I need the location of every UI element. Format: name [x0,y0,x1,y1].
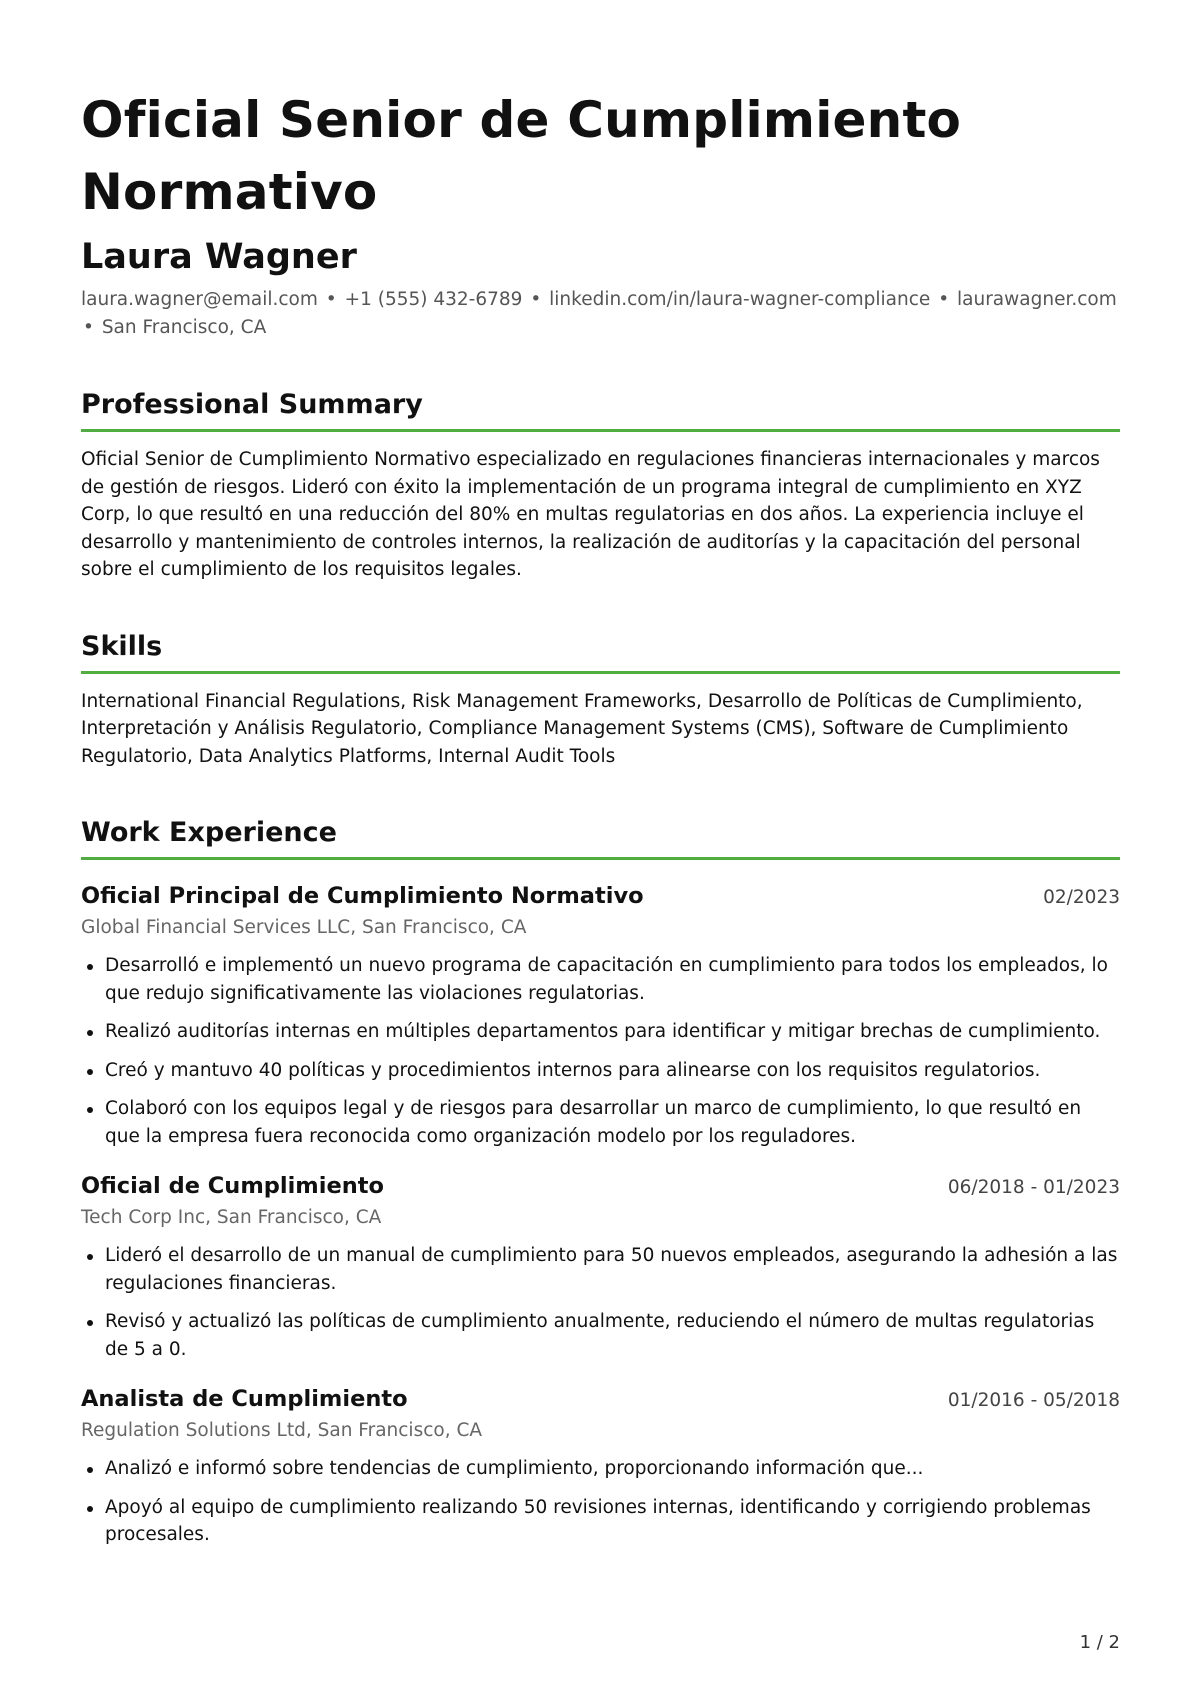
bullet-text: Apoyó al equipo de cumplimiento realizando 50 revisiones internas, identificando y corrigiendo problemas procesales. [105,1496,1091,1545]
bullet-text: Colaboró con los equipos legal y de riesgos para desarrollar un marco de cumplimiento, lo que resultó en que la empresa fuera reconocida como organización modelo por los reguladores. [105,1098,1082,1147]
role-bullet-list [81,1455,1120,1549]
role-bullet-list [81,952,1120,1150]
role-bullet-list [81,1242,1120,1363]
summary-text: Oficial Senior de Cumplimiento Normativo especializado en regulaciones financieras internacionales y marcos de gestión de riesgos. Lideró con éxito la implementación de un programa integral de cumplimiento en XYZ Corp, lo que resultó en una reducción del 80% en multas regulatorias en dos años. La experiencia incluye el desarrollo y mantenimiento de controles internos, la realización de auditorías y la capacitación del personal sobre el cumplimiento de los requisitos legales. [81,449,1100,580]
bullet-text: Analizó e informó sobre tendencias de cumplimiento, proporcionando información que... [105,1458,924,1479]
bullet-item [81,1242,1120,1297]
bullet-item [81,1095,1120,1150]
role-dates: 02/2023 [1043,887,1120,908]
summary-section [81,388,1120,584]
bullet-dot-icon [87,1320,93,1326]
contact-separator: • [938,289,950,310]
bullet-text: Lideró el desarrollo de un manual de cumplimiento para 50 nuevos empleados, asegurando la adhesión a las regulaciones financieras. [105,1245,1118,1294]
resume-page [81,84,1120,1560]
contact-line [81,286,1120,342]
section-title-experience: Work Experience [81,816,1120,860]
bullet-item [81,1018,1120,1046]
role-title: Oficial de Cumplimiento [81,1173,384,1199]
bullet-dot-icon [87,1506,93,1512]
role-title: Oficial Principal de Cumplimiento Normativo [81,883,644,909]
experience-entry [81,1383,1120,1549]
bullet-dot-icon [87,1467,93,1473]
role-company: Regulation Solutions Ltd, San Francisco, CA [81,1420,483,1441]
bullet-text: Revisó y actualizó las políticas de cumplimiento anualmente, reduciendo el número de multas regulatorias de 5 a 0. [105,1311,1095,1360]
bullet-item [81,1308,1120,1363]
bullet-item [81,952,1120,1007]
page-indicator: 1 / 2 [1079,1632,1120,1653]
experience-entry [81,880,1120,1150]
bullet-item [81,1494,1120,1549]
bullet-dot-icon [87,1069,93,1075]
contact-separator: • [83,317,94,338]
bullet-item [81,1455,1120,1483]
section-title-skills: Skills [81,630,1120,674]
contact-website[interactable]: laurawagner.com [957,289,1117,310]
bullet-text: Realizó auditorías internas en múltiples departamentos para identificar y mitigar brechas de cumplimiento. [105,1021,1101,1042]
bullet-dot-icon [87,964,93,970]
skills-section [81,630,1120,771]
contact-phone[interactable]: +1 (555) 432-6789 [344,289,523,310]
role-dates: 01/2016 - 05/2018 [947,1390,1120,1411]
contact-location: San Francisco, CA [101,317,267,338]
skills-text: International Financial Regulations, Risk Management Frameworks, Desarrollo de Políticas de Cumplimiento, Interpretación y Análisis Regulatorio, Compliance Management Systems (CMS), Software de Cumplimiento Regulatorio, Data Analytics Platforms, Internal Audit Tools [81,690,1083,767]
bullet-dot-icon [87,1254,93,1260]
job-title: Oficial Senior de Cumplimiento Normativo [81,91,962,221]
role-company: Global Financial Services LLC, San Francisco, CA [81,917,527,938]
bullet-text: Desarrolló e implementó un nuevo programa de capacitación en cumplimiento para todos los empleados, lo que redujo significativamente las violaciones regulatorias. [105,955,1108,1004]
experience-entry [81,1170,1120,1363]
role-dates: 06/2018 - 01/2023 [947,1177,1120,1198]
bullet-item [81,1057,1120,1085]
contact-email[interactable]: laura.wagner@email.com [81,289,318,310]
bullet-dot-icon [87,1107,93,1113]
role-company: Tech Corp Inc, San Francisco, CA [81,1207,382,1228]
contact-separator: • [325,289,337,310]
experience-section [81,816,1120,1549]
section-title-summary: Professional Summary [81,388,1120,432]
contact-linkedin[interactable]: linkedin.com/in/laura-wagner-compliance [549,289,931,310]
contact-separator: • [530,289,542,310]
bullet-dot-icon [87,1030,93,1036]
bullet-text: Creó y mantuvo 40 políticas y procedimientos internos para alinearse con los requisitos regulatorios. [105,1059,1041,1081]
role-title: Analista de Cumplimiento [81,1386,408,1412]
person-name: Laura Wagner [81,237,357,277]
